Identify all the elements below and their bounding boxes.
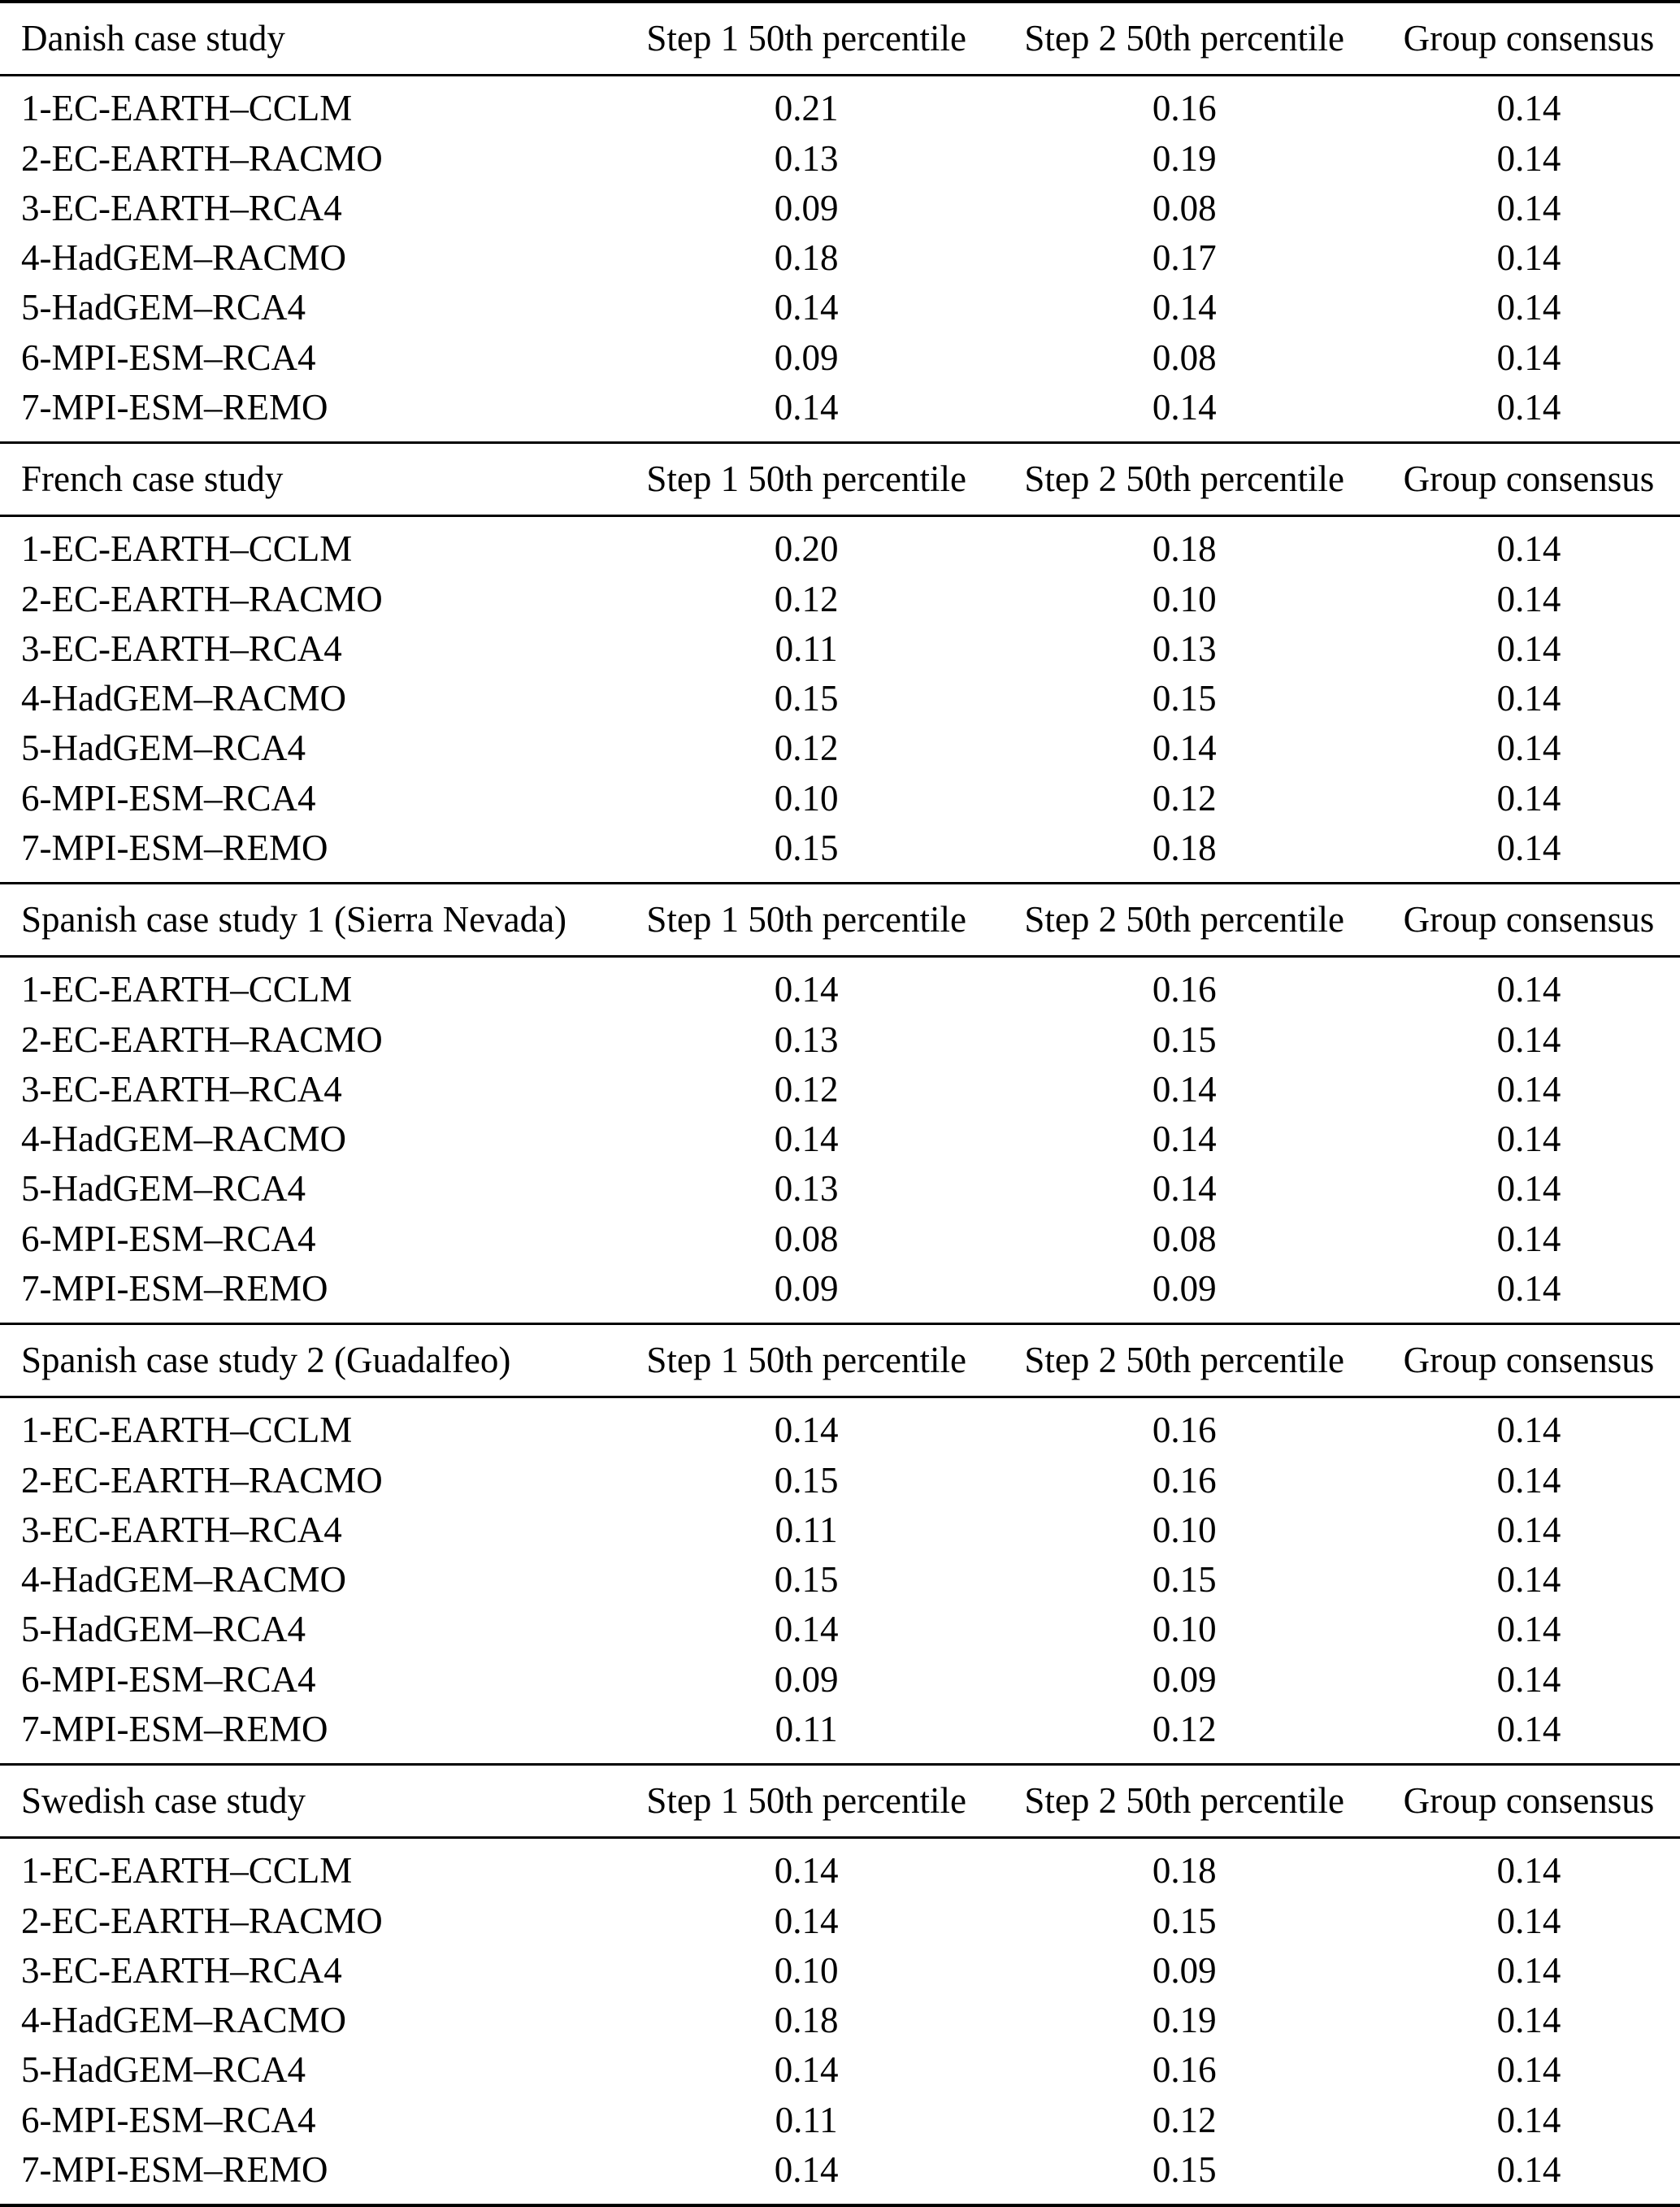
step1-value: 0.11 — [775, 1509, 838, 1550]
consensus-value: 0.14 — [1496, 777, 1561, 819]
step1-value: 0.14 — [774, 2148, 839, 2190]
step2-value: 0.18 — [1152, 528, 1217, 570]
section-header-row — [0, 2, 1680, 76]
table-row — [0, 1456, 1680, 1505]
consensus-value: 0.14 — [1496, 1949, 1561, 1991]
step1-value: 0.09 — [774, 337, 839, 378]
consensus-value: 0.14 — [1496, 1509, 1561, 1550]
section-header-row — [0, 1324, 1680, 1397]
step2-value: 0.14 — [1152, 728, 1217, 769]
consensus-value: 0.14 — [1496, 1068, 1561, 1110]
model-label: 5-HadGEM–RCA4 — [21, 287, 306, 328]
step2-value: 0.19 — [1152, 2000, 1217, 2040]
model-label: 6-MPI-ESM–RCA4 — [21, 2099, 316, 2140]
step2-value: 0.15 — [1152, 1900, 1217, 1941]
table-row — [0, 516, 1680, 575]
model-label: 1-EC-EARTH–CCLM — [21, 88, 353, 129]
step2-value: 0.10 — [1152, 1509, 1217, 1550]
case-study-section — [0, 1323, 1680, 1763]
model-label: 7-MPI-ESM–REMO — [21, 1267, 328, 1309]
step2-value: 0.09 — [1152, 1658, 1217, 1700]
case-study-section — [0, 1763, 1680, 2207]
table-row — [0, 2096, 1680, 2145]
step2-value: 0.08 — [1152, 337, 1217, 378]
step1-value: 0.11 — [775, 1708, 838, 1749]
consensus-value: 0.14 — [1496, 187, 1561, 228]
consensus-value: 0.14 — [1496, 678, 1561, 719]
col-header-group-consensus: Group consensus — [1403, 18, 1655, 59]
step1-value: 0.13 — [774, 1019, 839, 1060]
step2-value: 0.09 — [1152, 1267, 1217, 1309]
table-row — [0, 1505, 1680, 1555]
col-header-step1-50th-percentile: Step 1 50th percentile — [646, 1340, 966, 1380]
step2-value: 0.16 — [1152, 1459, 1217, 1501]
step1-value: 0.08 — [774, 1218, 839, 1259]
consensus-value: 0.14 — [1496, 2099, 1561, 2140]
table-row — [0, 2045, 1680, 2095]
table-row — [0, 333, 1680, 383]
step1-value: 0.14 — [774, 386, 839, 428]
consensus-value: 0.14 — [1496, 1267, 1561, 1309]
table-row — [0, 1838, 1680, 1896]
case-study-section — [0, 441, 1680, 882]
model-label: 5-HadGEM–RCA4 — [21, 1168, 306, 1210]
consensus-value: 0.14 — [1496, 1410, 1561, 1451]
model-label: 6-MPI-ESM–RCA4 — [21, 1218, 316, 1259]
step1-value: 0.09 — [774, 187, 839, 228]
step1-value: 0.18 — [774, 237, 839, 278]
table-row — [0, 76, 1680, 134]
table-row — [0, 1397, 1680, 1456]
model-label: 1-EC-EARTH–CCLM — [21, 969, 353, 1010]
section-header-row — [0, 884, 1680, 957]
step2-value: 0.17 — [1152, 237, 1217, 278]
model-label: 2-EC-EARTH–RACMO — [21, 578, 383, 619]
step2-value: 0.10 — [1152, 1609, 1217, 1650]
step1-value: 0.20 — [774, 528, 839, 570]
model-label: 4-HadGEM–RACMO — [21, 1559, 346, 1600]
step2-value: 0.12 — [1152, 777, 1217, 819]
consensus-value: 0.14 — [1496, 1119, 1561, 1159]
col-header-step1-50th-percentile: Step 1 50th percentile — [646, 18, 966, 59]
consensus-value: 0.14 — [1496, 728, 1561, 769]
table-row — [0, 823, 1680, 882]
consensus-value: 0.14 — [1496, 827, 1561, 868]
model-label: 7-MPI-ESM–REMO — [21, 827, 328, 868]
section-body — [0, 516, 1680, 882]
step2-value: 0.16 — [1152, 88, 1217, 129]
section-body — [0, 76, 1680, 441]
consensus-value: 0.14 — [1496, 2148, 1561, 2190]
step2-value: 0.09 — [1152, 1949, 1217, 1991]
section-body — [0, 1838, 1680, 2205]
step1-value: 0.14 — [774, 1609, 839, 1650]
table-row — [0, 134, 1680, 184]
step2-value: 0.16 — [1152, 969, 1217, 1010]
consensus-value: 0.14 — [1496, 1459, 1561, 1501]
step2-value: 0.12 — [1152, 2099, 1217, 2140]
col-header-group-consensus: Group consensus — [1403, 458, 1655, 499]
table-row — [0, 624, 1680, 674]
consensus-value: 0.14 — [1496, 1708, 1561, 1749]
section-title: French case study — [21, 458, 284, 499]
step2-value: 0.14 — [1152, 287, 1217, 328]
step2-value: 0.08 — [1152, 187, 1217, 228]
step1-value: 0.10 — [774, 1949, 839, 1991]
step2-value: 0.16 — [1152, 1410, 1217, 1451]
consensus-value: 0.14 — [1496, 1019, 1561, 1060]
model-label: 1-EC-EARTH–CCLM — [21, 1850, 353, 1892]
section-title: Danish case study — [21, 18, 285, 59]
step2-value: 0.18 — [1152, 1850, 1217, 1892]
consensus-value: 0.14 — [1496, 969, 1561, 1010]
section-body — [0, 1397, 1680, 1763]
step2-value: 0.08 — [1152, 1218, 1217, 1259]
table-row — [0, 674, 1680, 723]
model-label: 6-MPI-ESM–RCA4 — [21, 1658, 316, 1700]
step1-value: 0.15 — [774, 1559, 839, 1600]
model-label: 3-EC-EARTH–RCA4 — [21, 1509, 342, 1550]
model-label: 5-HadGEM–RCA4 — [21, 728, 306, 769]
table-row — [0, 1555, 1680, 1605]
table-row — [0, 1015, 1680, 1065]
consensus-value: 0.14 — [1496, 337, 1561, 378]
section-body — [0, 957, 1680, 1323]
step1-value: 0.14 — [774, 1850, 839, 1892]
col-header-group-consensus: Group consensus — [1403, 1340, 1655, 1380]
step2-value: 0.19 — [1152, 137, 1217, 179]
step2-value: 0.15 — [1152, 2148, 1217, 2190]
step1-value: 0.09 — [774, 1267, 839, 1309]
col-header-step1-50th-percentile: Step 1 50th percentile — [646, 899, 966, 940]
consensus-value: 0.14 — [1496, 1658, 1561, 1700]
step1-value: 0.21 — [774, 88, 839, 129]
consensus-value: 0.14 — [1496, 1559, 1561, 1600]
step1-value: 0.14 — [774, 1119, 839, 1159]
section-title: Spanish case study 2 (Guadalfeo) — [21, 1340, 511, 1380]
section-title: Spanish case study 1 (Sierra Nevada) — [21, 899, 567, 940]
model-label: 4-HadGEM–RACMO — [21, 678, 346, 719]
model-label: 2-EC-EARTH–RACMO — [21, 1900, 383, 1941]
consensus-value: 0.14 — [1496, 2049, 1561, 2091]
col-header-step1-50th-percentile: Step 1 50th percentile — [646, 1780, 966, 1821]
step1-value: 0.12 — [774, 1068, 839, 1110]
case-study-section — [0, 0, 1680, 441]
step2-value: 0.18 — [1152, 827, 1217, 868]
model-label: 3-EC-EARTH–RCA4 — [21, 1068, 342, 1110]
consensus-value: 0.14 — [1496, 1850, 1561, 1892]
col-header-step2-50th-percentile: Step 2 50th percentile — [1024, 1780, 1345, 1821]
model-label: 1-EC-EARTH–CCLM — [21, 528, 353, 570]
consensus-value: 0.14 — [1496, 1900, 1561, 1941]
consensus-value: 0.14 — [1496, 578, 1561, 619]
table-row — [0, 774, 1680, 823]
table-row — [0, 957, 1680, 1015]
step2-value: 0.15 — [1152, 1559, 1217, 1600]
model-label: 6-MPI-ESM–RCA4 — [21, 777, 316, 819]
table-row — [0, 1655, 1680, 1705]
step1-value: 0.15 — [774, 678, 839, 719]
consensus-value: 0.14 — [1496, 2000, 1561, 2040]
consensus-value: 0.14 — [1496, 237, 1561, 278]
consensus-value: 0.14 — [1496, 137, 1561, 179]
col-header-step1-50th-percentile: Step 1 50th percentile — [646, 458, 966, 499]
consensus-value: 0.14 — [1496, 628, 1561, 669]
step1-value: 0.15 — [774, 1459, 839, 1501]
consensus-value: 0.14 — [1496, 1168, 1561, 1210]
table-row — [0, 184, 1680, 233]
table-row — [0, 233, 1680, 283]
table-row — [0, 1896, 1680, 1946]
model-label: 4-HadGEM–RACMO — [21, 2000, 346, 2040]
step1-value: 0.13 — [774, 1168, 839, 1210]
step1-value: 0.14 — [774, 969, 839, 1010]
step1-value: 0.14 — [774, 2049, 839, 2091]
col-header-group-consensus: Group consensus — [1403, 899, 1655, 940]
section-title: Swedish case study — [21, 1780, 306, 1821]
model-label: 4-HadGEM–RACMO — [21, 237, 346, 278]
step1-value: 0.12 — [774, 728, 839, 769]
consensus-value: 0.14 — [1496, 1609, 1561, 1650]
col-header-step2-50th-percentile: Step 2 50th percentile — [1024, 458, 1345, 499]
col-header-step2-50th-percentile: Step 2 50th percentile — [1024, 899, 1345, 940]
table-row — [0, 283, 1680, 332]
table-row — [0, 1605, 1680, 1654]
step2-value: 0.16 — [1152, 2049, 1217, 2091]
table-row — [0, 575, 1680, 624]
model-label: 5-HadGEM–RCA4 — [21, 1609, 306, 1650]
step1-value: 0.11 — [775, 2099, 838, 2140]
model-label: 4-HadGEM–RACMO — [21, 1119, 346, 1159]
model-label: 7-MPI-ESM–REMO — [21, 2148, 328, 2190]
model-label: 3-EC-EARTH–RCA4 — [21, 187, 342, 228]
consensus-value: 0.14 — [1496, 1218, 1561, 1259]
step1-value: 0.14 — [774, 287, 839, 328]
model-label: 6-MPI-ESM–RCA4 — [21, 337, 316, 378]
step1-value: 0.18 — [774, 2000, 839, 2040]
step1-value: 0.10 — [774, 777, 839, 819]
step1-value: 0.14 — [774, 1900, 839, 1941]
col-header-step2-50th-percentile: Step 2 50th percentile — [1024, 18, 1345, 59]
table-row — [0, 383, 1680, 441]
table-row — [0, 1164, 1680, 1214]
section-header-row — [0, 1765, 1680, 1838]
table-row — [0, 1214, 1680, 1264]
table-row — [0, 1264, 1680, 1323]
consensus-value: 0.14 — [1496, 88, 1561, 129]
consensus-value: 0.14 — [1496, 386, 1561, 428]
col-header-step2-50th-percentile: Step 2 50th percentile — [1024, 1340, 1345, 1380]
step1-value: 0.14 — [774, 1410, 839, 1451]
model-label: 7-MPI-ESM–REMO — [21, 386, 328, 428]
model-label: 3-EC-EARTH–RCA4 — [21, 1949, 342, 1991]
step1-value: 0.09 — [774, 1658, 839, 1700]
case-study-section — [0, 882, 1680, 1323]
table-row — [0, 1705, 1680, 1763]
table-row — [0, 1065, 1680, 1114]
model-label: 3-EC-EARTH–RCA4 — [21, 628, 342, 669]
table-row — [0, 1946, 1680, 1996]
model-label: 1-EC-EARTH–CCLM — [21, 1410, 353, 1451]
step2-value: 0.15 — [1152, 1019, 1217, 1060]
model-label: 2-EC-EARTH–RACMO — [21, 1019, 383, 1060]
step1-value: 0.13 — [774, 137, 839, 179]
step1-value: 0.11 — [775, 628, 838, 669]
step2-value: 0.14 — [1152, 386, 1217, 428]
consensus-value: 0.14 — [1496, 528, 1561, 570]
step2-value: 0.12 — [1152, 1708, 1217, 1749]
model-label: 2-EC-EARTH–RACMO — [21, 137, 383, 179]
model-label: 2-EC-EARTH–RACMO — [21, 1459, 383, 1501]
step2-value: 0.14 — [1152, 1119, 1217, 1159]
table-row — [0, 1996, 1680, 2045]
col-header-group-consensus: Group consensus — [1403, 1780, 1655, 1821]
step2-value: 0.13 — [1152, 628, 1217, 669]
model-label: 7-MPI-ESM–REMO — [21, 1708, 328, 1749]
step2-value: 0.15 — [1152, 678, 1217, 719]
table-row — [0, 1114, 1680, 1164]
step1-value: 0.12 — [774, 578, 839, 619]
table-row — [0, 2145, 1680, 2205]
table-row — [0, 723, 1680, 773]
step1-value: 0.15 — [774, 827, 839, 868]
step2-value: 0.14 — [1152, 1168, 1217, 1210]
step2-value: 0.10 — [1152, 578, 1217, 619]
consensus-value: 0.14 — [1496, 287, 1561, 328]
model-label: 5-HadGEM–RCA4 — [21, 2049, 306, 2091]
step2-value: 0.14 — [1152, 1068, 1217, 1110]
section-header-row — [0, 443, 1680, 516]
